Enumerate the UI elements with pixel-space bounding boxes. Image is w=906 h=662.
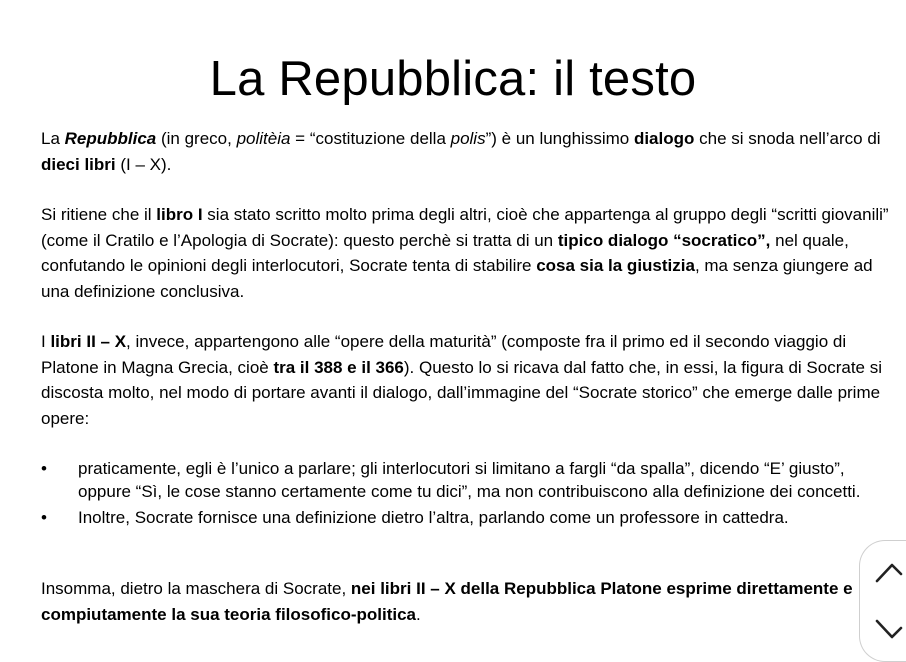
bold-dates: tra il 388 e il 366 xyxy=(273,357,404,377)
bullet-marker: • xyxy=(41,508,47,527)
bold-libri-ii-x: libri II – X xyxy=(50,332,127,351)
list-item-text: Inoltre, Socrate fornisce una definizione dietro l’altra, parlando come un professore in cattedra. xyxy=(78,508,789,527)
page-navigation-widget[interactable] xyxy=(859,540,906,662)
list-item-text: praticamente, egli è l’unico a parlare; gli interlocutori si limitano a fargli “da spalla”, dicendo “E’ giusto”, oppure “Sì, le cose stanno certamente come tu dici”, ma non contribuiscono alla definizione dei concetti. xyxy=(78,459,861,501)
text-run: . xyxy=(416,604,421,624)
text-run: sia stato scritto molto prima degli altri, cioè che appartenga al gruppo degli “scritti giovanili” (come il Cratilo e l’Apologia di Socrate): questo perchè si tratta di un xyxy=(41,205,889,250)
bold-conclusion: nei libri II – X della Repubblica Platone esprime direttamente e compiutamente la sua teoria filosofico-politica xyxy=(41,579,853,624)
text-run: La xyxy=(41,129,65,148)
emphasis-repubblica: Repubblica xyxy=(64,129,157,148)
text-run: (I – X). xyxy=(115,154,172,174)
text-run: I xyxy=(41,332,51,351)
text-run: ). Questo lo si ricava dal fatto che, in essi, la figura di Socrate si discosta molto, nel modo di portare avanti il dialogo, dall’immagine del “Socrate storico” che emerge dalle prime opere: xyxy=(41,357,882,428)
bullet-list xyxy=(41,457,893,529)
paragraph-intro xyxy=(41,126,893,177)
page-title: La Repubblica: il testo xyxy=(209,51,697,106)
bullet-marker: • xyxy=(41,459,47,478)
text-run: nel quale, confutando le opinioni degli interlocutori, Socrate tenta di stabilire xyxy=(41,230,849,275)
bold-libro-i: libro I xyxy=(156,205,203,224)
text-run: = “costituzione della xyxy=(290,129,451,148)
text-run: Insomma, dietro la maschera di Socrate, xyxy=(41,579,351,598)
text-run: ”) è un lunghissimo xyxy=(485,129,634,148)
emphasis-politeia: politèia xyxy=(236,129,291,148)
list-item xyxy=(41,506,893,529)
bold-dialogo: dialogo xyxy=(633,129,695,148)
bold-giustizia: cosa sia la giustizia xyxy=(536,256,695,275)
bold-dieci-libri: dieci libri xyxy=(41,154,116,174)
paragraph-libro-i xyxy=(41,202,893,304)
emphasis-polis: polis xyxy=(450,129,486,148)
list-item xyxy=(41,457,893,503)
text-run: (in greco, xyxy=(156,129,237,148)
paragraph-libri-ii-x xyxy=(41,329,893,431)
text-run: , ma senza giungere ad una definizione conclusiva. xyxy=(41,256,873,301)
bold-tipico-dialogo: tipico dialogo “socratico”, xyxy=(557,230,771,250)
text-run: , invece, appartengono alle “opere della maturità” (composte fra il primo ed il secondo viaggio di Platone in Magna Grecia, cioè xyxy=(41,332,847,377)
text-run: che si snoda nell’arco di xyxy=(694,129,881,148)
chevron-up-icon[interactable] xyxy=(874,559,904,585)
text-run: Si ritiene che il xyxy=(41,205,157,224)
paragraph-conclusion xyxy=(41,576,893,627)
chevron-down-icon[interactable] xyxy=(874,617,904,643)
